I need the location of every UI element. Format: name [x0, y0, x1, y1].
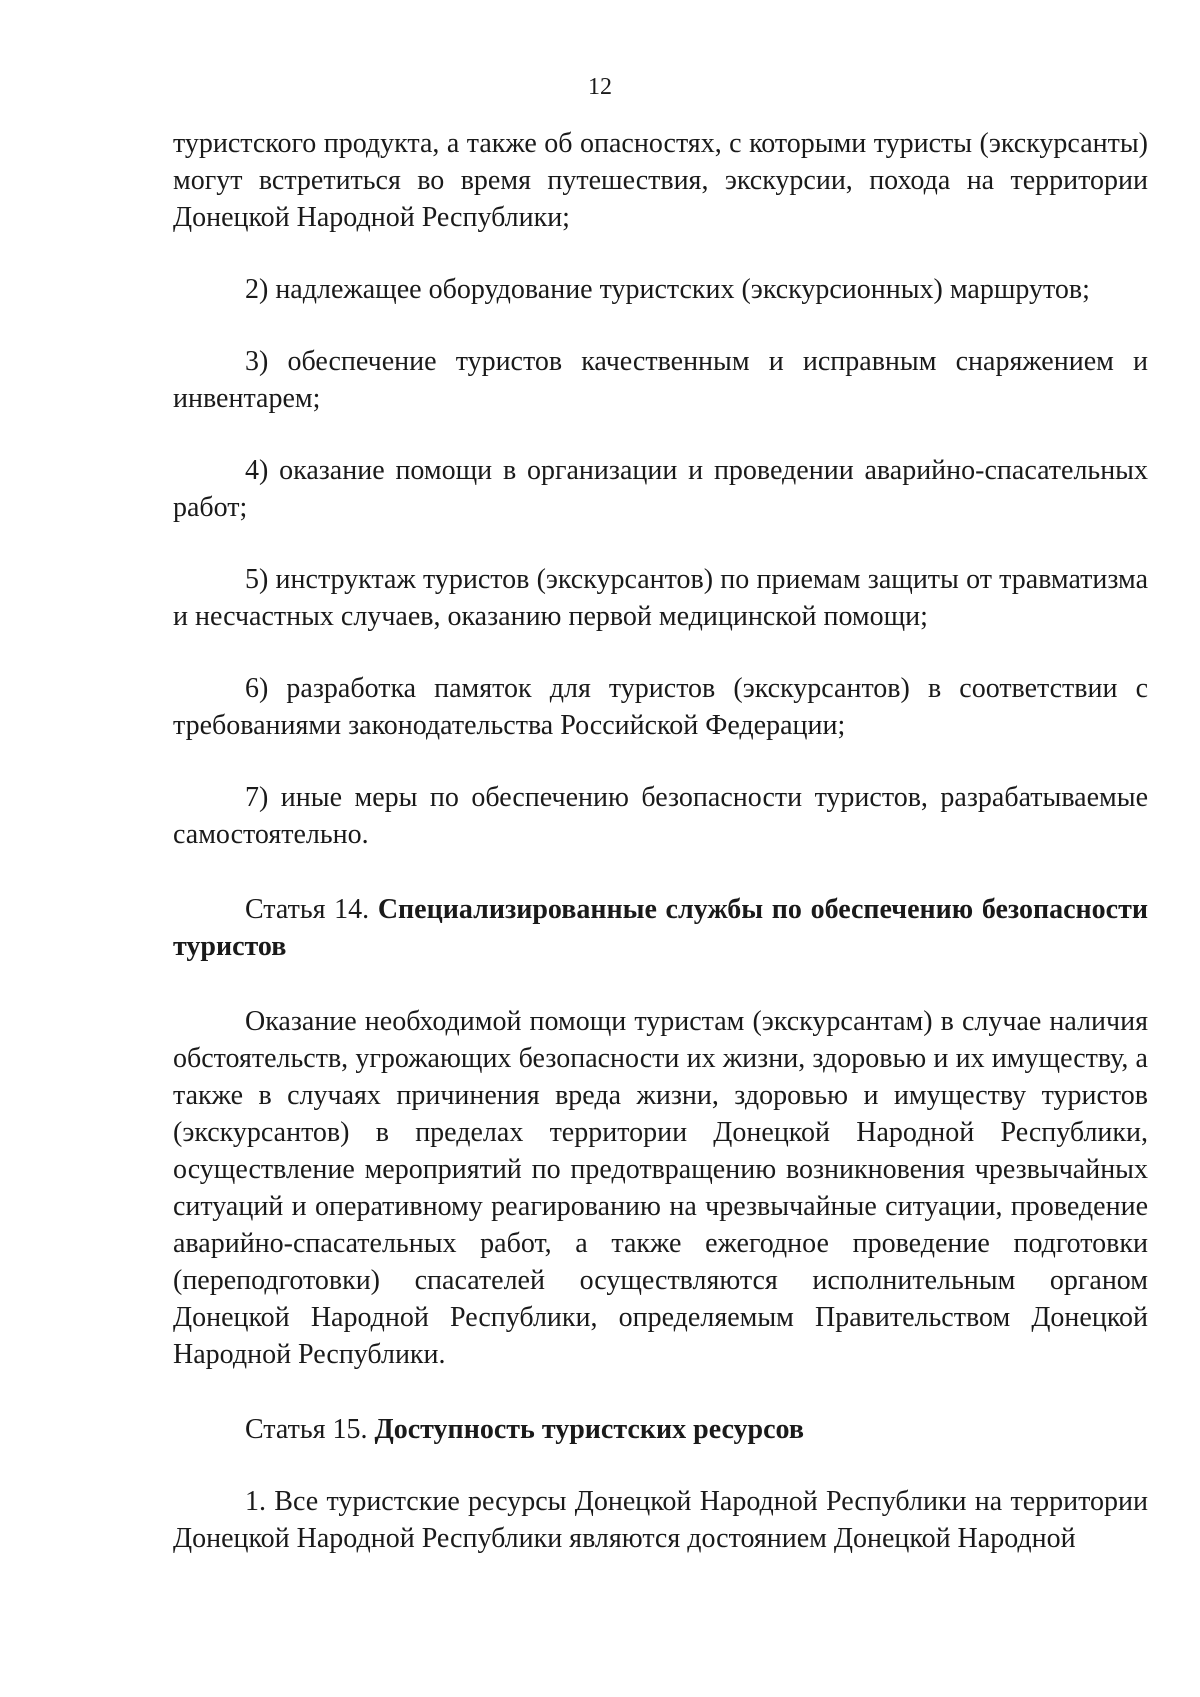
article-15-heading: [173, 1411, 1148, 1448]
article-14-title: Специализированные службы по обеспечению безопасности туристов: [173, 894, 1148, 962]
list-item-4: 4) оказание помощи в организации и проведении аварийно-спасательных работ;: [173, 455, 1148, 523]
article-14-heading: [173, 891, 1148, 965]
intro-paragraph: туристского продукта, а также об опасностях, с которыми туристы (экскурсанты) могут встретиться во время путешествия, экскурсии, похода на территории Донецкой Народной Республики;: [173, 128, 1148, 233]
article-15-body: 1. Все туристские ресурсы Донецкой Народной Республики на территории Донецкой Народной Республики являются достоянием Донецкой Народной: [173, 1486, 1148, 1554]
list-item-2: 2) надлежащее оборудование туристских (экскурсионных) маршрутов;: [245, 274, 1090, 305]
list-item-3: 3) обеспечение туристов качественным и исправным снаряжением и инвентарем;: [173, 346, 1148, 414]
document-body: [173, 125, 1148, 1557]
article-15-title: Доступность туристских ресурсов: [374, 1414, 804, 1445]
article-15-label: Статья 15.: [245, 1414, 375, 1445]
article-14-label: Статья 14.: [245, 894, 378, 925]
article-14-body: Оказание необходимой помощи туристам (экскурсантам) в случае наличия обстоятельств, угрожающих безопасности их жизни, здоровью и их имуществу, а также в случаях причинения вреда жизни, здоровью и имуществу туристов (экскурсантов) в пределах территории Донецкой Народной Республики, осуществление мероприятий по предотвращению возникновения чрезвычайных ситуаций и оперативному реагированию на чрезвычайные ситуации, проведение аварийно-спасательных работ, а также ежегодное проведение подготовки (переподготовки) спасателей осуществляются исполнительным органом Донецкой Народной Республики, определяемым Правительством Донецкой Народной Республики.: [173, 1006, 1148, 1370]
list-item-5: 5) инструктаж туристов (экскурсантов) по приемам защиты от травматизма и несчастных случаев, оказанию первой медицинской помощи;: [173, 564, 1148, 632]
list-item-6: 6) разработка памяток для туристов (экскурсантов) в соответствии с требованиями законодательства Российской Федерации;: [173, 673, 1148, 741]
list-item-7: 7) иные меры по обеспечению безопасности туристов, разрабатываемые самостоятельно.: [173, 782, 1148, 850]
page-number: 12: [588, 74, 612, 100]
